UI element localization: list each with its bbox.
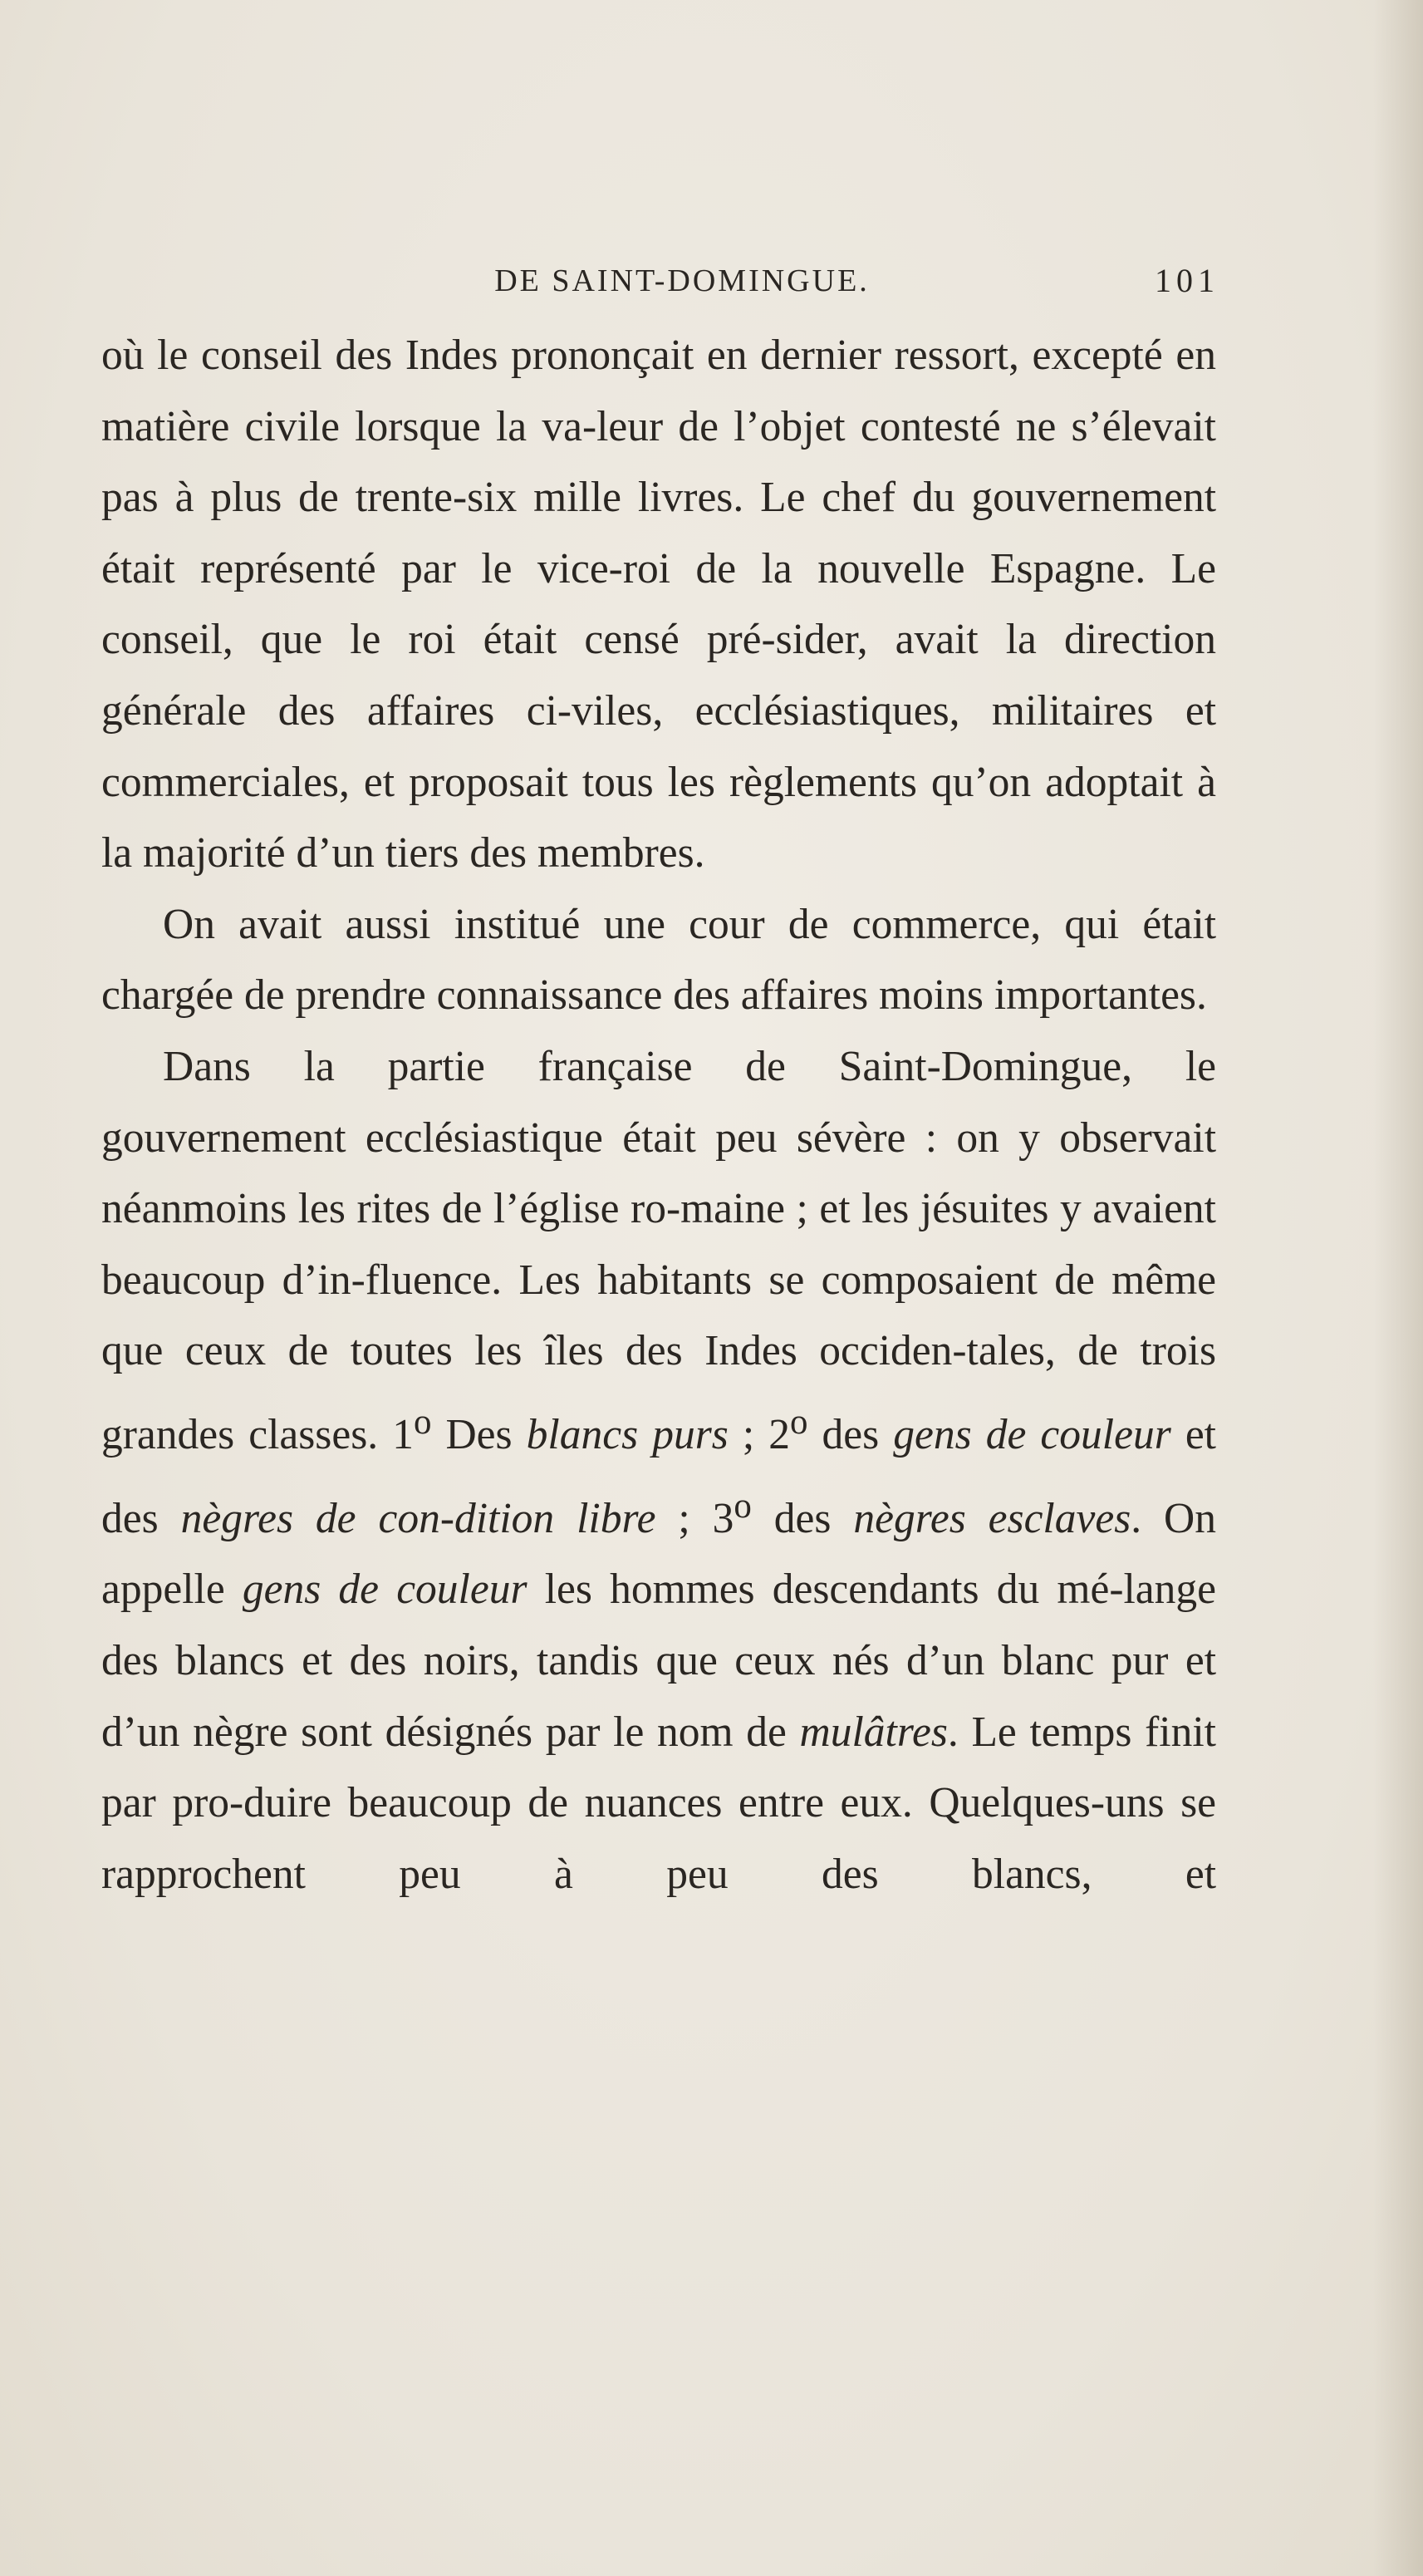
running-title: DE SAINT-DOMINGUE.: [494, 263, 870, 298]
paragraph-1: où le conseil des Indes prononçait en dernier ressort, excepté en matière civile lorsque la va-leur de l’objet contesté ne s’élevait pas à plus de trente-six mille livres. Le chef du gouvernement était représenté par le vice-roi de la nouvelle Espagne. Le conseil, que le roi était censé pré-sider, avait la direction générale des affaires ci-viles, ecclésiastiques, militaires et commerciales, et proposait tous les règlements qu’on adoptait à la majorité d’un tiers des membres.: [101, 332, 1216, 878]
running-head: [101, 256, 1219, 306]
body-text: [101, 320, 1216, 1910]
paragraph-2: On avait aussi institué une cour de commerce, qui était chargée de prendre connaissance des affaires moins importantes.: [101, 900, 1216, 1020]
page-number: 101: [1155, 262, 1219, 299]
paragraph-3: Dans la partie française de Saint-Domingue, le gouvernement ecclésiastique était peu sévère : on y observait néanmoins les rites de l’église ro-maine ; et les jésuites y avaient beaucoup d’in-fluence. Les habitants se composaient de même que ceux de toutes les îles des Indes occiden-tales, de trois grandes classes. 1$^o$ Des blancs purs ; 2$^o$ des gens de couleur et des nègres de con-dition libre ; 3$^o$ des nègres esclaves. On appelle gens de couleur les hommes descendants du mé-lange des blancs et des noirs, tandis que ceux nés d’un blanc pur et d’un nègre sont désignés par le nom de mulâtres. Le temps finit par pro-duire beaucoup de nuances entre eux. Quelques-uns se rapprochent peu à peu des blancs, et: [101, 1042, 1217, 1898]
